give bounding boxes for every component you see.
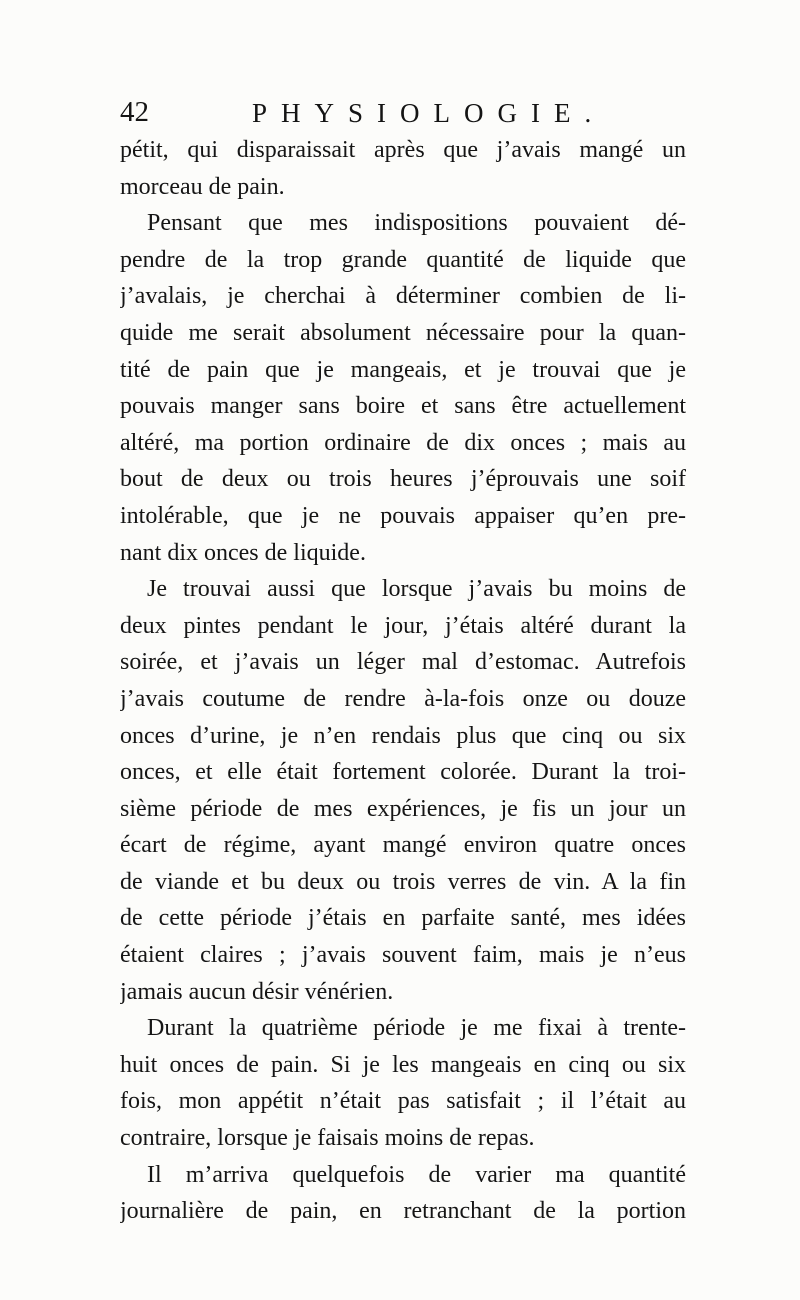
- text-line: contraire, lorsque je faisais moins de repas.: [120, 1125, 535, 1152]
- text-line: Durant la quatrième période je me fixai à trente-: [147, 1015, 686, 1042]
- text-line: jamais aucun désir vénérien.: [120, 978, 394, 1005]
- text-line: deux pintes pendant le jour, j’étais altéré durant la: [120, 612, 686, 639]
- text-line: onces d’urine, je n’en rendais plus que cinq ou six: [120, 722, 686, 749]
- text-line: j’avais coutume de rendre à-la-fois onze ou douze: [120, 685, 686, 712]
- text-line: onces, et elle était fortement colorée. Durant la troi-: [120, 759, 686, 786]
- text-line: Je trouvai aussi que lorsque j’avais bu moins de: [147, 576, 686, 603]
- text-line: j’avalais, je cherchai à déterminer combien de li-: [120, 283, 686, 310]
- text-line: écart de régime, ayant mangé environ quatre onces: [120, 832, 686, 859]
- text-line: intolérable, que je ne pouvais appaiser qu’en pre-: [120, 502, 686, 529]
- text-line: quide me serait absolument nécessaire pour la quan-: [120, 319, 686, 346]
- running-title: PHYSIOLOGIE.: [252, 98, 606, 128]
- text-line: soirée, et j’avais un léger mal d’estomac. Autrefois: [120, 649, 686, 676]
- page-number: 42: [120, 96, 149, 128]
- text-line: de viande et bu deux ou trois verres de vin. A la fin: [120, 868, 686, 895]
- text-line: pendre de la trop grande quantité de liquide que: [120, 246, 686, 273]
- text-line: étaient claires ; j’avais souvent faim, mais je n’eus: [120, 942, 686, 969]
- text-line: fois, mon appétit n’était pas satisfait ; il l’était au: [120, 1088, 686, 1115]
- text-line: pétit, qui disparaissait après que j’avais mangé un: [120, 137, 686, 163]
- text-line: nant dix onces de liquide.: [120, 539, 366, 566]
- text-line: Il m’arriva quelquefois de varier ma quantité: [147, 1161, 686, 1188]
- body-text: [120, 132, 686, 1230]
- text-line: Pensant que mes indispositions pouvaient dé-: [147, 210, 686, 237]
- text-line: de cette période j’étais en parfaite santé, mes idées: [120, 905, 686, 932]
- text-line: huit onces de pain. Si je les mangeais en cinq ou six: [120, 1051, 686, 1078]
- text-line: tité de pain que je mangeais, et je trouvai que je: [120, 356, 686, 383]
- text-line: bout de deux ou trois heures j’éprouvais une soif: [120, 466, 686, 493]
- text-line: journalière de pain, en retranchant de la portion: [120, 1198, 686, 1225]
- text-line: altéré, ma portion ordinaire de dix onces ; mais au: [120, 429, 686, 456]
- text-line: sième période de mes expériences, je fis un jour un: [120, 795, 686, 822]
- text-line: morceau de pain.: [120, 173, 285, 200]
- text-line: pouvais manger sans boire et sans être actuellement: [120, 393, 686, 420]
- running-head: [120, 90, 700, 134]
